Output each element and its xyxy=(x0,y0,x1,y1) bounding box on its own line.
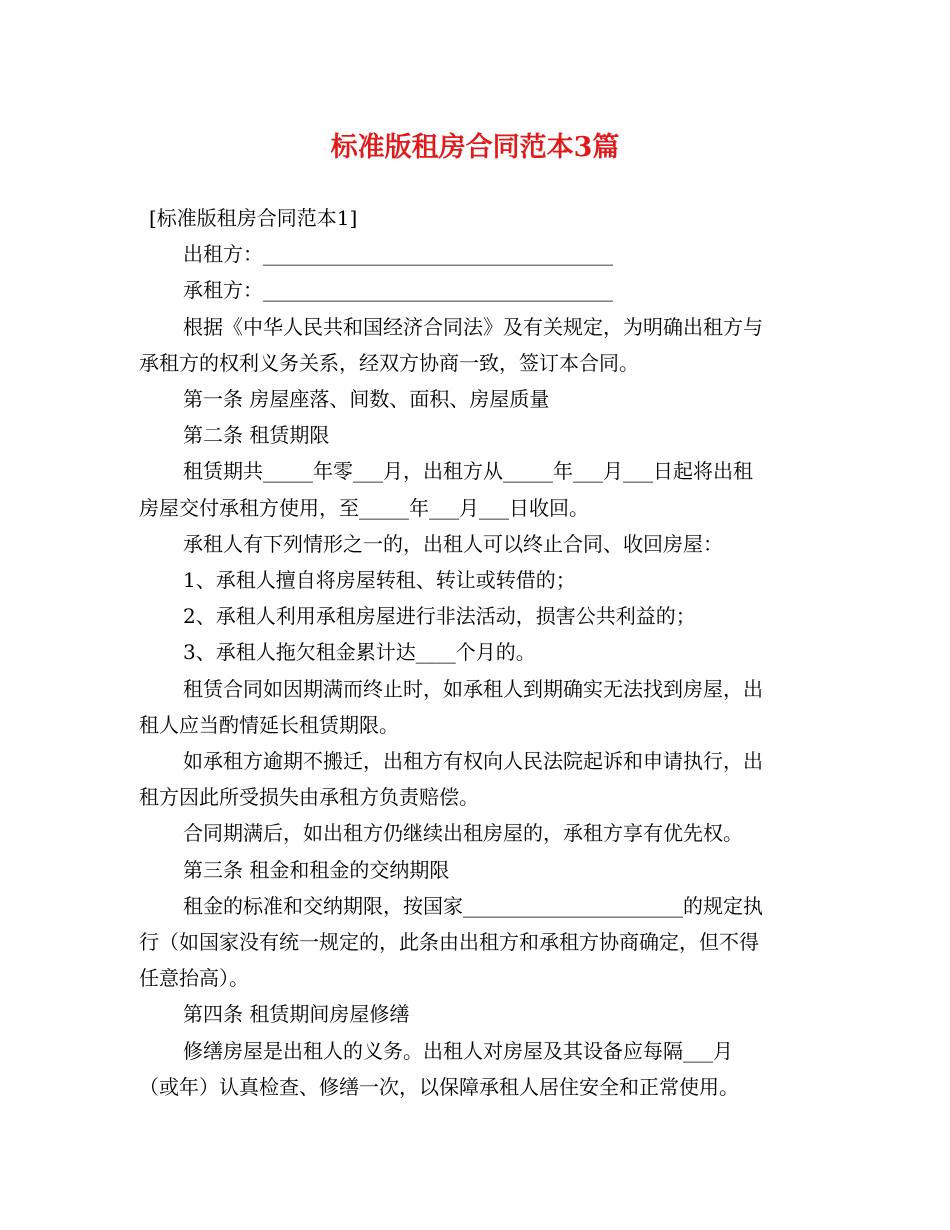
paragraph-line: 租人应当酌情延长租赁期限。 xyxy=(139,712,399,737)
article-heading: 第一条 房屋座落、间数、面积、房屋质量 xyxy=(183,387,550,412)
paragraph-line: 承租方的权利义务关系，经双方协商一致，签订本合同。 xyxy=(139,350,639,375)
contract-body xyxy=(139,200,814,1105)
paragraph-line: （或年）认真检查、修缮一次，以保障承租人居住安全和正常使用。 xyxy=(139,1074,739,1099)
paragraph-line: 租方因此所受损失由承租方负责赔偿。 xyxy=(139,785,479,810)
article-heading: 第三条 租金和租金的交纳期限 xyxy=(183,857,450,882)
list-item: 2、承租人利用承租房屋进行非法活动，损害公共利益的； xyxy=(183,604,696,629)
paragraph-line: 根据《中华人民共和国经济合同法》及有关规定，为明确出租方与 xyxy=(183,314,763,339)
paragraph-line: 租赁期共_____年零___月，出租方从_____年___月___日起将出租 xyxy=(183,459,753,484)
paragraph-line: 行（如国家没有统一规定的，此条由出租方和承租方协商确定，但不得 xyxy=(139,930,759,955)
paragraph-line: 合同期满后，如出租方仍继续出租房屋的，承租方享有优先权。 xyxy=(183,821,743,846)
article-heading: 第四条 租赁期间房屋修缮 xyxy=(183,1002,410,1027)
paragraph-line: 如承租方逾期不搬迁，出租方有权向人民法院起诉和申请执行，出 xyxy=(183,749,763,774)
list-item: 1、承租人擅自将房屋转租、转让或转借的； xyxy=(183,568,576,593)
lessee-line: 承租方：___________________________________ xyxy=(183,278,613,303)
article-heading: 第二条 租赁期限 xyxy=(183,423,330,448)
list-item: 3、承租人拖欠租金累计达____个月的。 xyxy=(183,640,536,665)
paragraph-line: 修缮房屋是出租人的义务。出租人对房屋及其设备应每隔___月 xyxy=(183,1038,733,1063)
paragraph-line: 租金的标准和交纳期限，按国家______________________的规定执 xyxy=(183,893,763,918)
paragraph-line: 承租人有下列情形之一的，出租人可以终止合同、收回房屋： xyxy=(183,531,723,556)
lessor-line: 出租方：___________________________________ xyxy=(183,242,613,267)
paragraph-line: 租赁合同如因期满而终止时，如承租人到期确实无法找到房屋，出 xyxy=(183,676,763,701)
paragraph-line: 任意抬高）。 xyxy=(139,966,249,991)
document-title: 标准版租房合同范本3篇 xyxy=(330,132,620,163)
paragraph-line: 房屋交付承租方使用，至_____年___月___日收回。 xyxy=(139,495,589,520)
section-header: [标准版租房合同范本1] xyxy=(149,206,358,230)
